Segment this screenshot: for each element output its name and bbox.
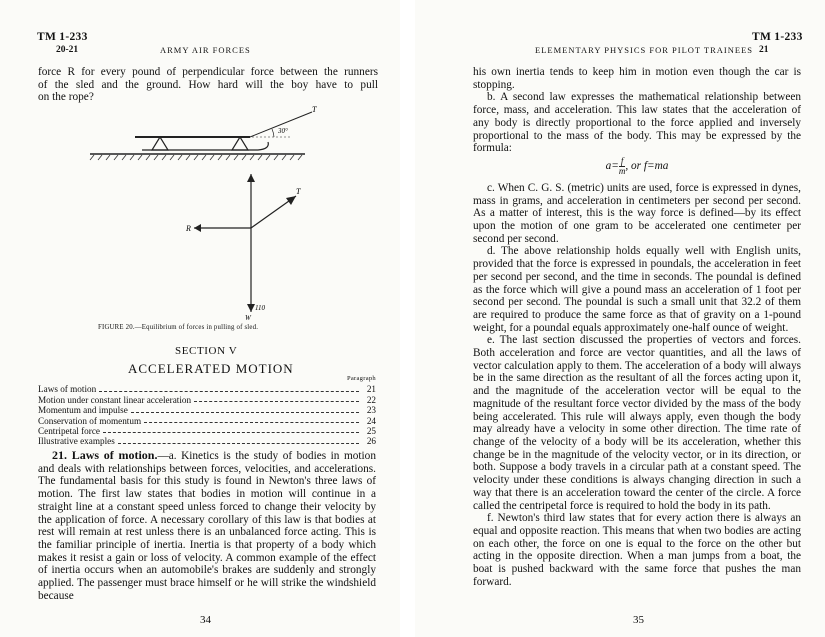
force-vectors [194, 174, 296, 312]
label-110: 110 [255, 304, 265, 312]
label-W: W [245, 314, 251, 322]
label-R: R [186, 224, 191, 233]
formula-rhs: , or f=ma [625, 160, 669, 173]
para-c: c. When C. G. S. (metric) units are used, force is expressed in dynes, mass in grams, and acceleration in centimeters per second per second. As a matter of interest, this is the way force is defined—by its effect upon the motion of one gram to be accelerated one centimeter per second per second. [473, 181, 801, 245]
para-b: b. A second law expresses the mathematical relationship between force, mass, and acceleration. This law states that the acceleration of any body is directly proportional to the force applied and inversely proportional to the mass of the body. This may be expressed by the formula: [473, 91, 801, 155]
sled-shape [135, 137, 268, 150]
right-para-number: 21 [759, 45, 769, 55]
para-f: f. Newton's third law states that for every action there is always an equal and opposite reaction. This means that when two bodies are acting on each other, the force on one is equal to the force on the other but acting in the opposite direction. When a man jumps from a boat, the boat is pushed backward with the same force that pushes the man forward. [473, 512, 801, 588]
toc-num: 23 [366, 405, 376, 416]
left-page [0, 0, 400, 637]
book-gutter [400, 0, 415, 637]
toc-label: Laws of motion [38, 384, 97, 395]
left-intro-text [38, 66, 378, 104]
right-running-head: ELEMENTARY PHYSICS FOR PILOT TRAINEES [535, 45, 753, 55]
toc-header: Paragraph [346, 375, 376, 382]
label-T1: T [312, 105, 317, 114]
section-title: ACCELERATED MOTION [128, 361, 294, 376]
section-label: SECTION V [175, 345, 238, 357]
toc-row [38, 426, 376, 436]
right-tm-number: TM 1-233 [752, 31, 803, 43]
para-21-heading: 21. Laws of motion. [52, 448, 158, 462]
para-d: d. The above relationship holds equally well with English units, provided that the force is expressed in poundals, the acceleration in feet per second per second, and the time in seconds. The poundal is defined as the force which will give a pound mass an acceleration of 1 foot per second per second. The poundal is such a small unit that 32.2 of them are required to produce the same force as that of gravity on a 1-pound weight, for a poundal equals approximately one-half ounce of weight. [473, 245, 801, 334]
toc-label: Centripetal force [38, 426, 100, 437]
toc-label: Motion under constant linear acceleration [38, 394, 192, 405]
right-body-text [473, 66, 801, 588]
toc-row [38, 395, 376, 405]
table-of-contents [38, 374, 376, 447]
para-21-body: —a. Kinetics is the study of bodies in motion and deals with relationships between forces, velocities, and accelerations. The fundamental basis for this study is found in Newton's three laws of motion. The first law states that bodies in motion will continue in a straight line at a constant speed unless forced to change their velocity by the application of force. A necessary corollary of this law is that bodies at rest will remain at rest unless there is an unbalanced force acting. This is the familiar principle of inertia. Inertia is that property of a body which makes it resist a gain or loss of velocity. A common example of the effect of inertia occurs when an automobile's brakes are suddenly and strongly applied. The passenger must brace himself or he will strike the windshield because [38, 450, 376, 602]
para-21-text-block [38, 449, 376, 602]
ground-hatching [90, 155, 302, 160]
intro-line-1: force R for every pound of perpendicular force between the runners [38, 66, 378, 78]
formula [473, 157, 801, 179]
left-tm-number: TM 1-233 [37, 31, 88, 43]
right-page-number: 35 [633, 614, 644, 626]
toc-label: Illustrative examples [38, 436, 115, 447]
intro-line-3: on the rope? [38, 91, 94, 104]
toc-label: Conservation of momentum [38, 415, 142, 426]
toc-num: 22 [366, 394, 376, 405]
formula-lhs: a= [605, 160, 619, 173]
toc-row [38, 436, 376, 446]
toc-row [38, 405, 376, 415]
para-e: e. The last section discussed the properties of vectors and forces. Both acceleration and force are vector quantities, and all the laws of vector calculation apply to them. The acceleration of a body will always be in the same direction as the resultant of all the forces acting upon it, and the magnitude of the acceleration vector will be equal to the magnitude of the resultant force vector divided by the mass of the body being accelerated. This rule will always apply, even though the body may already have a velocity in some other direction. The time rate of change of the velocity of a body will be its acceleration, whether this change be in the magnitude of the velocity vector, or in its direction, or both. Suppose a body travels in a circular path at a constant speed. The velocity under these conditions is always changing direction in such a way that there is an acceleration toward the center of the circle. A force called the centripetal force is required to hold the body in its path. [473, 334, 801, 512]
left-page-number: 34 [200, 614, 211, 626]
figure-caption: FIGURE 20.—Equilibrium of forces in pulling of sled. [98, 324, 259, 331]
left-running-head: ARMY AIR FORCES [160, 45, 251, 55]
label-T2: T [296, 187, 301, 196]
toc-row [38, 416, 376, 426]
intro-line-2: of the sled and the ground. How hard will the boy have to pull [38, 78, 378, 91]
figure-20-diagram [80, 102, 320, 322]
toc-num: 24 [366, 415, 376, 426]
label-angle: 30° [278, 127, 288, 135]
toc-num: 21 [366, 384, 376, 395]
toc-num: 26 [366, 436, 376, 447]
formula-numerator: f [620, 155, 624, 166]
toc-row [38, 384, 376, 394]
toc-label: Momentum and impulse [38, 405, 128, 416]
left-para-range: 20-21 [56, 45, 79, 55]
formula-denominator: m [618, 165, 626, 176]
toc-num: 25 [366, 426, 376, 437]
para-continuation: his own inertia tends to keep him in motion even though the car is stopping. [473, 66, 801, 91]
right-page [415, 0, 825, 637]
